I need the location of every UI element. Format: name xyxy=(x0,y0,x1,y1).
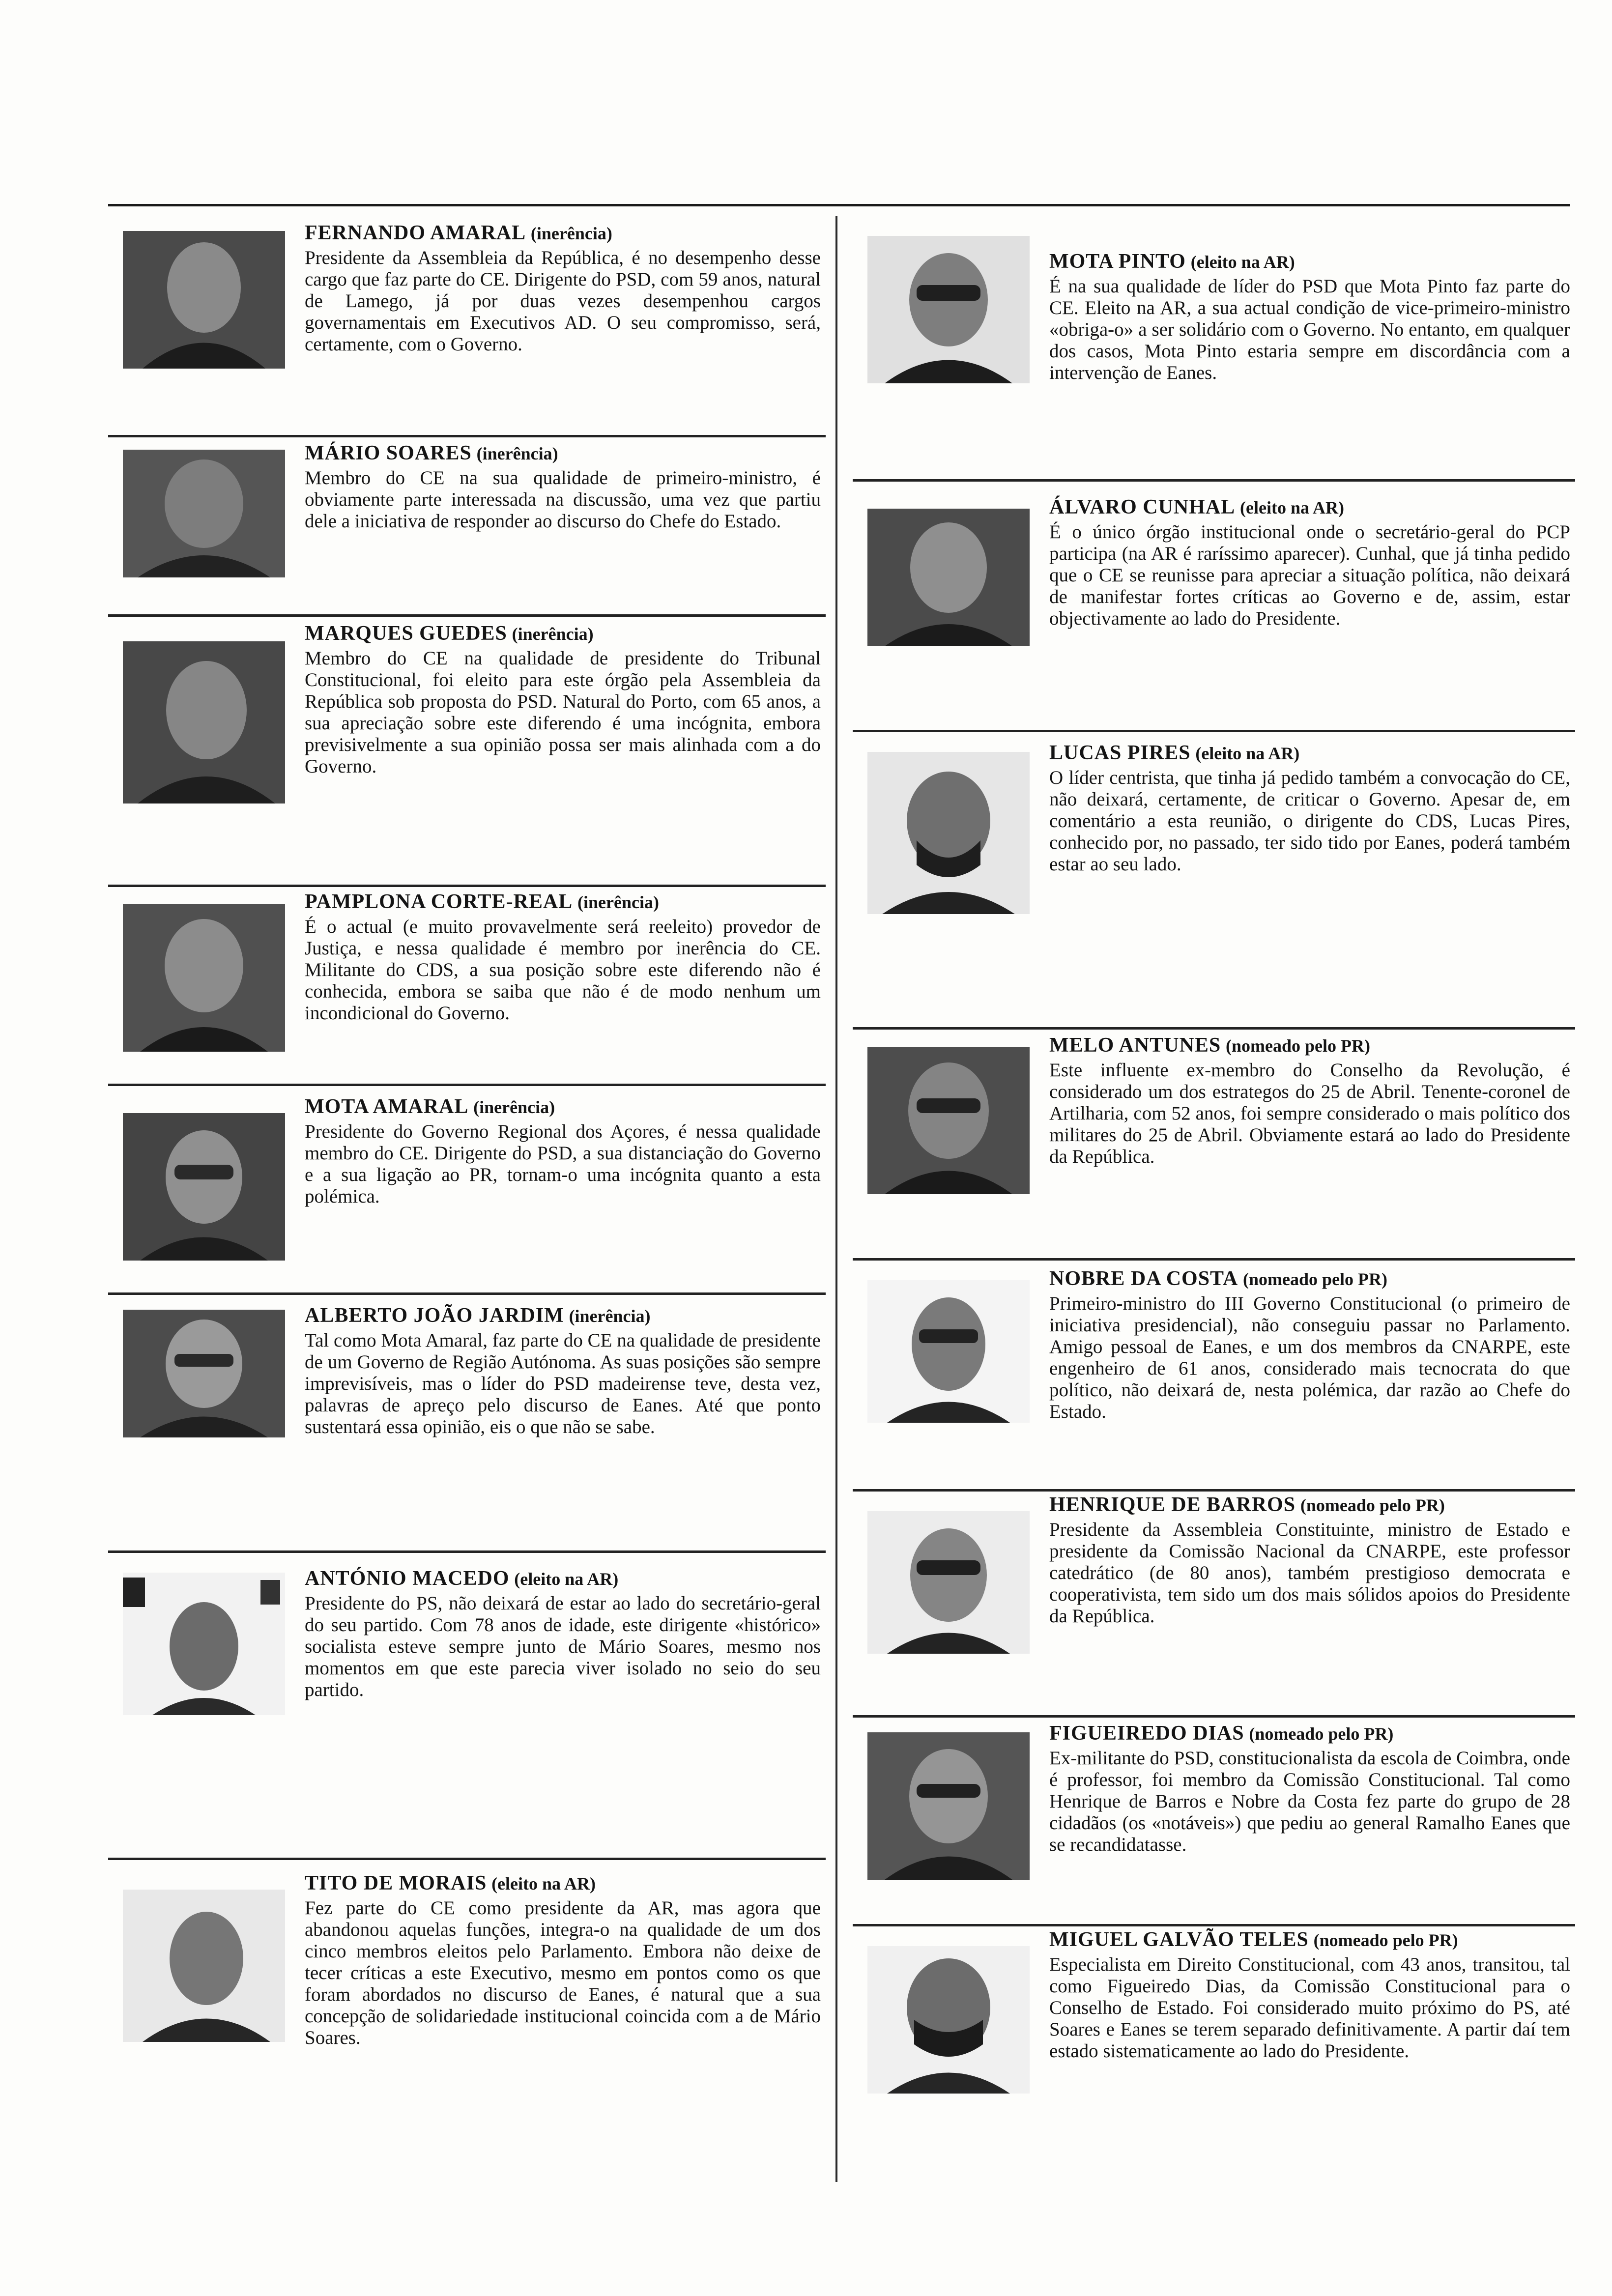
portrait-photo xyxy=(867,236,1030,383)
person-bio: Presidente do Governo Regional dos Açores, é nessa qualidade membro do CE. Dirigente do PSD, a sua distanciação do Governo e a sua ligação ao PR, tornam-o uma incógnita quanto a esta polémica. xyxy=(305,1121,821,1207)
person-name: PAMPLONA CORTE-REAL xyxy=(305,890,573,913)
person-role: (inerência) xyxy=(473,1097,555,1117)
person-role: (eleito na AR) xyxy=(1190,252,1295,272)
person-bio: Fez parte do CE como presidente da AR, mas agora que abandonou aquelas funções, integra-o na qualidade de um dos cinco membros eleitos pelo Parlamento. Embora não deixe de tecer críticas a este Executivo, mesmo em pontos como os que foram abordados no discurso de Eanes, é natural que a sua concepção de solidariedade institucional coincida com a de Mário Soares. xyxy=(305,1897,821,2048)
person-name: FIGUEIREDO DIAS xyxy=(1049,1722,1244,1745)
profile-antonio-macedo xyxy=(108,1550,826,1858)
person-name: FERNANDO AMARAL xyxy=(305,222,526,244)
person-role: (inerência) xyxy=(569,1306,651,1326)
person-name: ÁLVARO CUNHAL xyxy=(1049,496,1236,518)
person-name: MOTA AMARAL xyxy=(305,1095,469,1118)
person-role: (nomeado pelo PR) xyxy=(1225,1036,1370,1056)
person-role: (inerência) xyxy=(512,624,594,644)
profile-mota-pinto xyxy=(853,211,1575,479)
profile-marques-guedes xyxy=(108,614,826,885)
profile-alvaro-cunhal xyxy=(853,479,1575,730)
profile-alberto-joao-jardim xyxy=(108,1292,826,1550)
person-role: (nomeado pelo PR) xyxy=(1300,1495,1445,1515)
person-role: (inerência) xyxy=(530,224,612,243)
person-name: MELO ANTUNES xyxy=(1049,1034,1221,1057)
person-bio: Ex-militante do PSD, constitucionalista da escola de Coimbra, onde é professor, foi membro da Comissão Constitucional. Tal como Henrique de Barros e Nobre da Costa fez parte do grupo de 28 cidadãos (os «notáveis») que pediu ao general Ramalho Eanes que se recandidatasse. xyxy=(1049,1748,1570,1855)
portrait-photo xyxy=(123,1113,285,1261)
portrait-photo xyxy=(123,450,285,577)
portrait-photo xyxy=(867,1280,1030,1423)
person-role: (inerência) xyxy=(476,444,558,463)
profile-fernando-amaral xyxy=(108,211,826,435)
person-name: HENRIQUE DE BARROS xyxy=(1049,1493,1296,1516)
portrait-photo xyxy=(867,509,1030,646)
left-column xyxy=(108,211,826,2135)
person-role: (eleito na AR) xyxy=(491,1874,596,1894)
person-bio: Membro do CE na qualidade de presidente do Tribunal Constitucional, foi eleito para este órgão pela Assembleia da República sob proposta do PSD. Natural do Porto, com 65 anos, a sua apreciação sobre este diferendo é uma incógnita, embora previsivelmente a sua opinião possa ser mais alinhada com a do Governo. xyxy=(305,648,821,777)
portrait-photo xyxy=(123,1573,285,1715)
profile-miguel-galvao-teles xyxy=(853,1924,1575,2192)
profile-figueiredo-dias xyxy=(853,1715,1575,1924)
person-name: MIGUEL GALVÃO TELES xyxy=(1049,1928,1309,1951)
person-role: (eleito na AR) xyxy=(1240,498,1344,517)
person-bio: Tal como Mota Amaral, faz parte do CE na qualidade de presidente de um Governo de Região Autónoma. As suas posições são sempre imprevisíveis, mas o líder do PSD madeirense teve, desta vez, palavras de apreço pelo discurso de Eanes. Até que ponto sustentará essa opinião, eis o que não se sabe. xyxy=(305,1330,821,1437)
portrait-photo xyxy=(123,904,285,1052)
portrait-photo xyxy=(867,1047,1030,1194)
portrait-photo xyxy=(123,641,285,804)
person-bio: Presidente da Assembleia Constituinte, ministro de Estado e presidente da Comissão Nacional da CNARPE, este professor catedrático (de 80 anos), também prestigioso democrata e cooperativista, tem sido um dos mais sólidos apoios do Presidente da República. xyxy=(1049,1519,1570,1627)
person-bio: É o actual (e muito provavelmente será reeleito) provedor de Justiça, e nessa qualidade é membro por inerência do CE. Militante do CDS, a sua posição sobre este diferendo não é conhecida, embora se saiba que não é de modo nenhum um incondicional do Governo. xyxy=(305,916,821,1024)
person-role: (nomeado pelo PR) xyxy=(1249,1724,1394,1744)
person-name: ALBERTO JOÃO JARDIM xyxy=(305,1304,564,1327)
profile-nobre-da-costa xyxy=(853,1258,1575,1489)
profile-mario-soares xyxy=(108,435,826,614)
person-role: (inerência) xyxy=(577,892,659,912)
person-bio: Especialista em Direito Constitucional, com 43 anos, transitou, tal como Figueiredo Dias, da Comissão Constitucional para o Conselho de Estado. Foi considerado muito próximo do PS, até Soares e Eanes se terem separado definitivamente. A partir daí tem estado sistematicamente ao lado do Presidente. xyxy=(1049,1954,1570,2062)
right-column xyxy=(853,211,1575,2192)
profile-henrique-de-barros xyxy=(853,1489,1575,1715)
profile-tito-de-morais xyxy=(108,1858,826,2135)
person-bio: Primeiro-ministro do III Governo Constitucional (o primeiro de iniciativa presidencial), não conseguiu passar no Parlamento. Amigo pessoal de Eanes, e um dos membros da CNARPE, este engenheiro de 61 anos, considerado mais tecnocrata do que político, não deixará de, nesta polémica, dar razão ao Chefe do Estado. xyxy=(1049,1293,1570,1422)
portrait-photo xyxy=(123,231,285,369)
person-bio: Este influente ex-membro do Conselho da Revolução, é considerado um dos estrategos do 25 de Abril. Tenente-coronel de Artilharia, com 52 anos, foi sempre considerado o mais político dos militares do 25 de Abril. Obviamente estará ao lado do Presidente da República. xyxy=(1049,1060,1570,1167)
person-name: MOTA PINTO xyxy=(1049,250,1186,273)
profile-pamplona-corte-real xyxy=(108,885,826,1084)
portrait-photo xyxy=(867,752,1030,914)
person-bio: O líder centrista, que tinha já pedido também a convocação do CE, não deixará, certamente, de criticar o Governo. Apesar de, em comentário a esta reunião, o dirigente do CDS, Lucas Pires, conhecido por, no passado, ter sido tido por Eanes, poderá também estar ao seu lado. xyxy=(1049,767,1570,875)
portrait-photo xyxy=(123,1890,285,2042)
person-name: MARQUES GUEDES xyxy=(305,622,507,645)
person-bio: É na sua qualidade de líder do PSD que Mota Pinto faz parte do CE. Eleito na AR, a sua actual condição de vice-primeiro-ministro «obriga-o» a ser solidário com o Governo. No entanto, em qualquer dos casos, Mota Pinto estaria sempre em discordância com a intervenção de Eanes. xyxy=(1049,276,1570,383)
column-divider xyxy=(835,216,837,2182)
person-role: (nomeado pelo PR) xyxy=(1243,1269,1388,1289)
top-rule xyxy=(108,204,1570,206)
profile-lucas-pires xyxy=(853,730,1575,1027)
portrait-photo xyxy=(867,1732,1030,1880)
person-role: (eleito na AR) xyxy=(1195,744,1300,763)
person-bio: Presidente do PS, não deixará de estar ao lado do secretário-geral do seu partido. Com 78 anos de idade, este dirigente «histórico» socialista esteve sempre junto de Mário Soares, mesmo nos momentos em que este parecia viver isolado no seio do seu partido. xyxy=(305,1593,821,1700)
person-bio: É o único órgão institucional onde o secretário-geral do PCP participa (na AR é raríssimo aparecer). Cunhal, que já tinha pedido que o CE se reunisse para apreciar a situação política, não deixará de manifestar fortes críticas ao Governo e de, assim, estar objectivamente ao lado do Presidente. xyxy=(1049,521,1570,629)
portrait-photo xyxy=(867,1511,1030,1654)
person-role: (nomeado pelo PR) xyxy=(1313,1930,1458,1950)
person-bio: Presidente da Assembleia da República, é no desempenho desse cargo que faz parte do CE. Dirigente do PSD, com 59 anos, natural de Lamego, já por duas vezes desempenhou cargos governamentais em Executivos AD. O seu compromisso, será, certamente, com o Governo. xyxy=(305,247,821,355)
profile-melo-antunes xyxy=(853,1027,1575,1258)
person-name: MÁRIO SOARES xyxy=(305,442,472,464)
profile-mota-amaral xyxy=(108,1084,826,1292)
person-name: ANTÓNIO MACEDO xyxy=(305,1567,510,1590)
person-name: LUCAS PIRES xyxy=(1049,742,1191,764)
person-name: NOBRE DA COSTA xyxy=(1049,1267,1238,1290)
person-bio: Membro do CE na sua qualidade de primeiro-ministro, é obviamente parte interessada na discussão, uma vez que partiu dele a iniciativa de responder ao discurso do Chefe do Estado. xyxy=(305,467,821,532)
person-name: TITO DE MORAIS xyxy=(305,1872,487,1894)
person-role: (eleito na AR) xyxy=(514,1569,619,1589)
portrait-photo xyxy=(123,1310,285,1437)
portrait-photo xyxy=(867,1946,1030,2094)
